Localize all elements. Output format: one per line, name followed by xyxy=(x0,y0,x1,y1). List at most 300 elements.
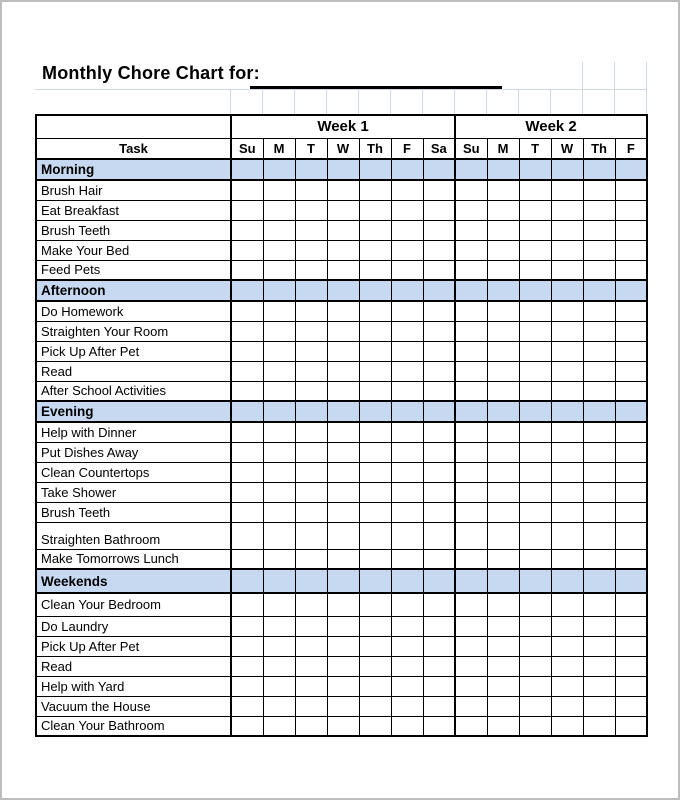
day-cell[interactable] xyxy=(327,636,359,656)
day-cell[interactable] xyxy=(295,462,327,482)
day-cell[interactable] xyxy=(391,482,423,502)
day-cell[interactable] xyxy=(359,676,391,696)
day-cell[interactable] xyxy=(423,442,455,462)
day-cell[interactable] xyxy=(583,220,615,240)
day-cell[interactable] xyxy=(327,401,359,422)
day-cell[interactable] xyxy=(519,341,551,361)
day-cell[interactable] xyxy=(519,240,551,260)
day-cell[interactable] xyxy=(327,422,359,442)
day-cell[interactable] xyxy=(327,549,359,569)
day-cell[interactable] xyxy=(231,716,263,736)
day-cell[interactable] xyxy=(231,422,263,442)
day-cell[interactable] xyxy=(423,220,455,240)
day-cell[interactable] xyxy=(263,321,295,341)
day-cell[interactable] xyxy=(455,502,487,522)
day-cell[interactable] xyxy=(455,361,487,381)
day-cell[interactable] xyxy=(391,716,423,736)
day-cell[interactable] xyxy=(423,159,455,180)
day-cell[interactable] xyxy=(487,280,519,301)
day-cell[interactable] xyxy=(615,200,647,220)
day-cell[interactable] xyxy=(359,549,391,569)
day-cell[interactable] xyxy=(519,482,551,502)
day-cell[interactable] xyxy=(327,482,359,502)
day-cell[interactable] xyxy=(423,593,455,616)
day-cell[interactable] xyxy=(551,522,583,549)
day-cell[interactable] xyxy=(455,301,487,321)
day-cell[interactable] xyxy=(423,240,455,260)
day-cell[interactable] xyxy=(327,180,359,200)
day-cell[interactable] xyxy=(295,549,327,569)
day-cell[interactable] xyxy=(583,260,615,280)
day-cell[interactable] xyxy=(327,656,359,676)
day-cell[interactable] xyxy=(391,442,423,462)
day-cell[interactable] xyxy=(423,482,455,502)
day-cell[interactable] xyxy=(391,422,423,442)
day-cell[interactable] xyxy=(263,676,295,696)
day-cell[interactable] xyxy=(423,361,455,381)
day-cell[interactable] xyxy=(263,696,295,716)
day-cell[interactable] xyxy=(295,341,327,361)
day-cell[interactable] xyxy=(455,321,487,341)
day-cell[interactable] xyxy=(583,381,615,401)
day-cell[interactable] xyxy=(455,676,487,696)
day-cell[interactable] xyxy=(359,341,391,361)
day-cell[interactable] xyxy=(551,361,583,381)
day-cell[interactable] xyxy=(551,200,583,220)
day-cell[interactable] xyxy=(615,616,647,636)
day-cell[interactable] xyxy=(615,321,647,341)
day-cell[interactable] xyxy=(487,442,519,462)
day-cell[interactable] xyxy=(263,200,295,220)
day-cell[interactable] xyxy=(519,381,551,401)
day-cell[interactable] xyxy=(423,341,455,361)
day-cell[interactable] xyxy=(423,422,455,442)
day-cell[interactable] xyxy=(391,593,423,616)
day-cell[interactable] xyxy=(615,502,647,522)
day-cell[interactable] xyxy=(263,159,295,180)
day-cell[interactable] xyxy=(551,716,583,736)
day-cell[interactable] xyxy=(551,549,583,569)
day-cell[interactable] xyxy=(551,696,583,716)
day-cell[interactable] xyxy=(423,716,455,736)
day-cell[interactable] xyxy=(551,442,583,462)
day-cell[interactable] xyxy=(423,636,455,656)
day-cell[interactable] xyxy=(583,361,615,381)
day-cell[interactable] xyxy=(615,180,647,200)
day-cell[interactable] xyxy=(455,381,487,401)
day-cell[interactable] xyxy=(391,656,423,676)
day-cell[interactable] xyxy=(583,442,615,462)
day-cell[interactable] xyxy=(359,280,391,301)
day-cell[interactable] xyxy=(615,522,647,549)
day-cell[interactable] xyxy=(519,442,551,462)
day-cell[interactable] xyxy=(295,442,327,462)
day-cell[interactable] xyxy=(551,159,583,180)
day-cell[interactable] xyxy=(327,341,359,361)
day-cell[interactable] xyxy=(615,159,647,180)
day-cell[interactable] xyxy=(615,280,647,301)
day-cell[interactable] xyxy=(487,636,519,656)
day-cell[interactable] xyxy=(231,593,263,616)
day-cell[interactable] xyxy=(583,676,615,696)
day-cell[interactable] xyxy=(359,260,391,280)
day-cell[interactable] xyxy=(231,401,263,422)
day-cell[interactable] xyxy=(551,260,583,280)
day-cell[interactable] xyxy=(359,401,391,422)
day-cell[interactable] xyxy=(263,716,295,736)
day-cell[interactable] xyxy=(455,260,487,280)
day-cell[interactable] xyxy=(263,260,295,280)
day-cell[interactable] xyxy=(295,502,327,522)
day-cell[interactable] xyxy=(391,636,423,656)
day-cell[interactable] xyxy=(359,321,391,341)
day-cell[interactable] xyxy=(263,522,295,549)
day-cell[interactable] xyxy=(615,716,647,736)
day-cell[interactable] xyxy=(551,482,583,502)
day-cell[interactable] xyxy=(455,549,487,569)
day-cell[interactable] xyxy=(551,301,583,321)
day-cell[interactable] xyxy=(359,616,391,636)
day-cell[interactable] xyxy=(327,200,359,220)
day-cell[interactable] xyxy=(327,280,359,301)
day-cell[interactable] xyxy=(551,180,583,200)
day-cell[interactable] xyxy=(551,636,583,656)
day-cell[interactable] xyxy=(551,280,583,301)
day-cell[interactable] xyxy=(551,502,583,522)
day-cell[interactable] xyxy=(519,696,551,716)
day-cell[interactable] xyxy=(231,200,263,220)
day-cell[interactable] xyxy=(423,616,455,636)
day-cell[interactable] xyxy=(455,616,487,636)
day-cell[interactable] xyxy=(487,422,519,442)
day-cell[interactable] xyxy=(263,401,295,422)
day-cell[interactable] xyxy=(487,301,519,321)
day-cell[interactable] xyxy=(295,401,327,422)
day-cell[interactable] xyxy=(583,616,615,636)
day-cell[interactable] xyxy=(391,200,423,220)
day-cell[interactable] xyxy=(359,381,391,401)
day-cell[interactable] xyxy=(615,220,647,240)
day-cell[interactable] xyxy=(359,442,391,462)
day-cell[interactable] xyxy=(423,696,455,716)
day-cell[interactable] xyxy=(615,361,647,381)
day-cell[interactable] xyxy=(519,280,551,301)
day-cell[interactable] xyxy=(359,696,391,716)
day-cell[interactable] xyxy=(391,159,423,180)
day-cell[interactable] xyxy=(487,401,519,422)
day-cell[interactable] xyxy=(231,240,263,260)
day-cell[interactable] xyxy=(519,401,551,422)
day-cell[interactable] xyxy=(615,401,647,422)
day-cell[interactable] xyxy=(295,569,327,593)
day-cell[interactable] xyxy=(551,569,583,593)
day-cell[interactable] xyxy=(327,676,359,696)
day-cell[interactable] xyxy=(615,462,647,482)
day-cell[interactable] xyxy=(295,321,327,341)
day-cell[interactable] xyxy=(423,569,455,593)
day-cell[interactable] xyxy=(551,422,583,442)
day-cell[interactable] xyxy=(327,240,359,260)
day-cell[interactable] xyxy=(583,401,615,422)
day-cell[interactable] xyxy=(327,381,359,401)
day-cell[interactable] xyxy=(551,240,583,260)
day-cell[interactable] xyxy=(583,200,615,220)
day-cell[interactable] xyxy=(295,301,327,321)
day-cell[interactable] xyxy=(487,260,519,280)
day-cell[interactable] xyxy=(487,321,519,341)
day-cell[interactable] xyxy=(423,180,455,200)
day-cell[interactable] xyxy=(295,422,327,442)
day-cell[interactable] xyxy=(295,676,327,696)
day-cell[interactable] xyxy=(391,341,423,361)
day-cell[interactable] xyxy=(615,636,647,656)
day-cell[interactable] xyxy=(263,381,295,401)
day-cell[interactable] xyxy=(295,636,327,656)
day-cell[interactable] xyxy=(263,301,295,321)
day-cell[interactable] xyxy=(327,260,359,280)
day-cell[interactable] xyxy=(359,462,391,482)
day-cell[interactable] xyxy=(295,593,327,616)
day-cell[interactable] xyxy=(359,159,391,180)
day-cell[interactable] xyxy=(551,593,583,616)
day-cell[interactable] xyxy=(583,180,615,200)
day-cell[interactable] xyxy=(295,361,327,381)
day-cell[interactable] xyxy=(295,180,327,200)
day-cell[interactable] xyxy=(551,341,583,361)
day-cell[interactable] xyxy=(519,159,551,180)
day-cell[interactable] xyxy=(327,361,359,381)
day-cell[interactable] xyxy=(551,462,583,482)
day-cell[interactable] xyxy=(519,593,551,616)
day-cell[interactable] xyxy=(327,442,359,462)
day-cell[interactable] xyxy=(583,280,615,301)
day-cell[interactable] xyxy=(423,502,455,522)
day-cell[interactable] xyxy=(615,240,647,260)
day-cell[interactable] xyxy=(519,522,551,549)
day-cell[interactable] xyxy=(359,569,391,593)
day-cell[interactable] xyxy=(423,301,455,321)
day-cell[interactable] xyxy=(455,159,487,180)
day-cell[interactable] xyxy=(263,462,295,482)
day-cell[interactable] xyxy=(391,381,423,401)
day-cell[interactable] xyxy=(455,280,487,301)
day-cell[interactable] xyxy=(583,636,615,656)
day-cell[interactable] xyxy=(327,220,359,240)
day-cell[interactable] xyxy=(519,462,551,482)
day-cell[interactable] xyxy=(519,422,551,442)
day-cell[interactable] xyxy=(583,301,615,321)
day-cell[interactable] xyxy=(455,696,487,716)
day-cell[interactable] xyxy=(359,200,391,220)
day-cell[interactable] xyxy=(231,442,263,462)
day-cell[interactable] xyxy=(359,220,391,240)
day-cell[interactable] xyxy=(455,482,487,502)
day-cell[interactable] xyxy=(327,522,359,549)
day-cell[interactable] xyxy=(231,280,263,301)
day-cell[interactable] xyxy=(583,240,615,260)
day-cell[interactable] xyxy=(583,696,615,716)
day-cell[interactable] xyxy=(423,260,455,280)
day-cell[interactable] xyxy=(583,716,615,736)
day-cell[interactable] xyxy=(583,482,615,502)
day-cell[interactable] xyxy=(263,220,295,240)
day-cell[interactable] xyxy=(487,593,519,616)
day-cell[interactable] xyxy=(519,260,551,280)
day-cell[interactable] xyxy=(615,593,647,616)
day-cell[interactable] xyxy=(423,401,455,422)
day-cell[interactable] xyxy=(231,462,263,482)
day-cell[interactable] xyxy=(295,716,327,736)
day-cell[interactable] xyxy=(519,616,551,636)
day-cell[interactable] xyxy=(487,220,519,240)
day-cell[interactable] xyxy=(615,442,647,462)
day-cell[interactable] xyxy=(263,180,295,200)
day-cell[interactable] xyxy=(391,321,423,341)
day-cell[interactable] xyxy=(263,240,295,260)
day-cell[interactable] xyxy=(231,522,263,549)
day-cell[interactable] xyxy=(455,656,487,676)
day-cell[interactable] xyxy=(231,616,263,636)
day-cell[interactable] xyxy=(615,301,647,321)
day-cell[interactable] xyxy=(455,341,487,361)
day-cell[interactable] xyxy=(327,321,359,341)
day-cell[interactable] xyxy=(551,616,583,636)
day-cell[interactable] xyxy=(263,569,295,593)
day-cell[interactable] xyxy=(455,593,487,616)
day-cell[interactable] xyxy=(583,569,615,593)
day-cell[interactable] xyxy=(231,361,263,381)
day-cell[interactable] xyxy=(487,240,519,260)
day-cell[interactable] xyxy=(487,676,519,696)
day-cell[interactable] xyxy=(583,502,615,522)
day-cell[interactable] xyxy=(551,381,583,401)
day-cell[interactable] xyxy=(487,716,519,736)
day-cell[interactable] xyxy=(391,676,423,696)
day-cell[interactable] xyxy=(487,159,519,180)
day-cell[interactable] xyxy=(263,502,295,522)
day-cell[interactable] xyxy=(231,636,263,656)
day-cell[interactable] xyxy=(359,593,391,616)
day-cell[interactable] xyxy=(359,522,391,549)
day-cell[interactable] xyxy=(455,716,487,736)
day-cell[interactable] xyxy=(391,180,423,200)
day-cell[interactable] xyxy=(487,361,519,381)
day-cell[interactable] xyxy=(327,462,359,482)
day-cell[interactable] xyxy=(231,549,263,569)
day-cell[interactable] xyxy=(519,636,551,656)
day-cell[interactable] xyxy=(423,522,455,549)
day-cell[interactable] xyxy=(455,636,487,656)
day-cell[interactable] xyxy=(615,260,647,280)
day-cell[interactable] xyxy=(263,422,295,442)
day-cell[interactable] xyxy=(551,676,583,696)
day-cell[interactable] xyxy=(423,549,455,569)
day-cell[interactable] xyxy=(583,341,615,361)
day-cell[interactable] xyxy=(327,593,359,616)
day-cell[interactable] xyxy=(519,301,551,321)
day-cell[interactable] xyxy=(295,522,327,549)
day-cell[interactable] xyxy=(359,301,391,321)
day-cell[interactable] xyxy=(615,381,647,401)
day-cell[interactable] xyxy=(295,280,327,301)
day-cell[interactable] xyxy=(295,696,327,716)
day-cell[interactable] xyxy=(455,462,487,482)
day-cell[interactable] xyxy=(519,656,551,676)
day-cell[interactable] xyxy=(615,422,647,442)
day-cell[interactable] xyxy=(327,569,359,593)
day-cell[interactable] xyxy=(391,361,423,381)
day-cell[interactable] xyxy=(423,321,455,341)
day-cell[interactable] xyxy=(359,422,391,442)
day-cell[interactable] xyxy=(263,593,295,616)
day-cell[interactable] xyxy=(423,676,455,696)
day-cell[interactable] xyxy=(455,522,487,549)
day-cell[interactable] xyxy=(231,656,263,676)
day-cell[interactable] xyxy=(295,200,327,220)
day-cell[interactable] xyxy=(231,569,263,593)
day-cell[interactable] xyxy=(551,401,583,422)
day-cell[interactable] xyxy=(455,401,487,422)
day-cell[interactable] xyxy=(391,616,423,636)
day-cell[interactable] xyxy=(487,569,519,593)
day-cell[interactable] xyxy=(359,716,391,736)
day-cell[interactable] xyxy=(391,280,423,301)
day-cell[interactable] xyxy=(263,549,295,569)
day-cell[interactable] xyxy=(359,361,391,381)
day-cell[interactable] xyxy=(583,159,615,180)
day-cell[interactable] xyxy=(231,676,263,696)
day-cell[interactable] xyxy=(391,696,423,716)
day-cell[interactable] xyxy=(231,482,263,502)
day-cell[interactable] xyxy=(487,522,519,549)
day-cell[interactable] xyxy=(391,522,423,549)
day-cell[interactable] xyxy=(487,549,519,569)
day-cell[interactable] xyxy=(231,301,263,321)
day-cell[interactable] xyxy=(615,549,647,569)
day-cell[interactable] xyxy=(263,280,295,301)
day-cell[interactable] xyxy=(487,341,519,361)
day-cell[interactable] xyxy=(327,301,359,321)
day-cell[interactable] xyxy=(455,180,487,200)
day-cell[interactable] xyxy=(327,616,359,636)
day-cell[interactable] xyxy=(231,502,263,522)
day-cell[interactable] xyxy=(423,200,455,220)
day-cell[interactable] xyxy=(231,696,263,716)
day-cell[interactable] xyxy=(263,616,295,636)
day-cell[interactable] xyxy=(455,569,487,593)
day-cell[interactable] xyxy=(231,321,263,341)
day-cell[interactable] xyxy=(359,180,391,200)
day-cell[interactable] xyxy=(519,321,551,341)
day-cell[interactable] xyxy=(327,159,359,180)
day-cell[interactable] xyxy=(263,341,295,361)
day-cell[interactable] xyxy=(519,180,551,200)
day-cell[interactable] xyxy=(295,482,327,502)
day-cell[interactable] xyxy=(391,240,423,260)
day-cell[interactable] xyxy=(615,482,647,502)
day-cell[interactable] xyxy=(263,636,295,656)
day-cell[interactable] xyxy=(391,401,423,422)
day-cell[interactable] xyxy=(455,200,487,220)
day-cell[interactable] xyxy=(487,381,519,401)
day-cell[interactable] xyxy=(295,159,327,180)
day-cell[interactable] xyxy=(519,361,551,381)
day-cell[interactable] xyxy=(583,656,615,676)
day-cell[interactable] xyxy=(359,240,391,260)
day-cell[interactable] xyxy=(263,361,295,381)
day-cell[interactable] xyxy=(391,220,423,240)
day-cell[interactable] xyxy=(519,502,551,522)
